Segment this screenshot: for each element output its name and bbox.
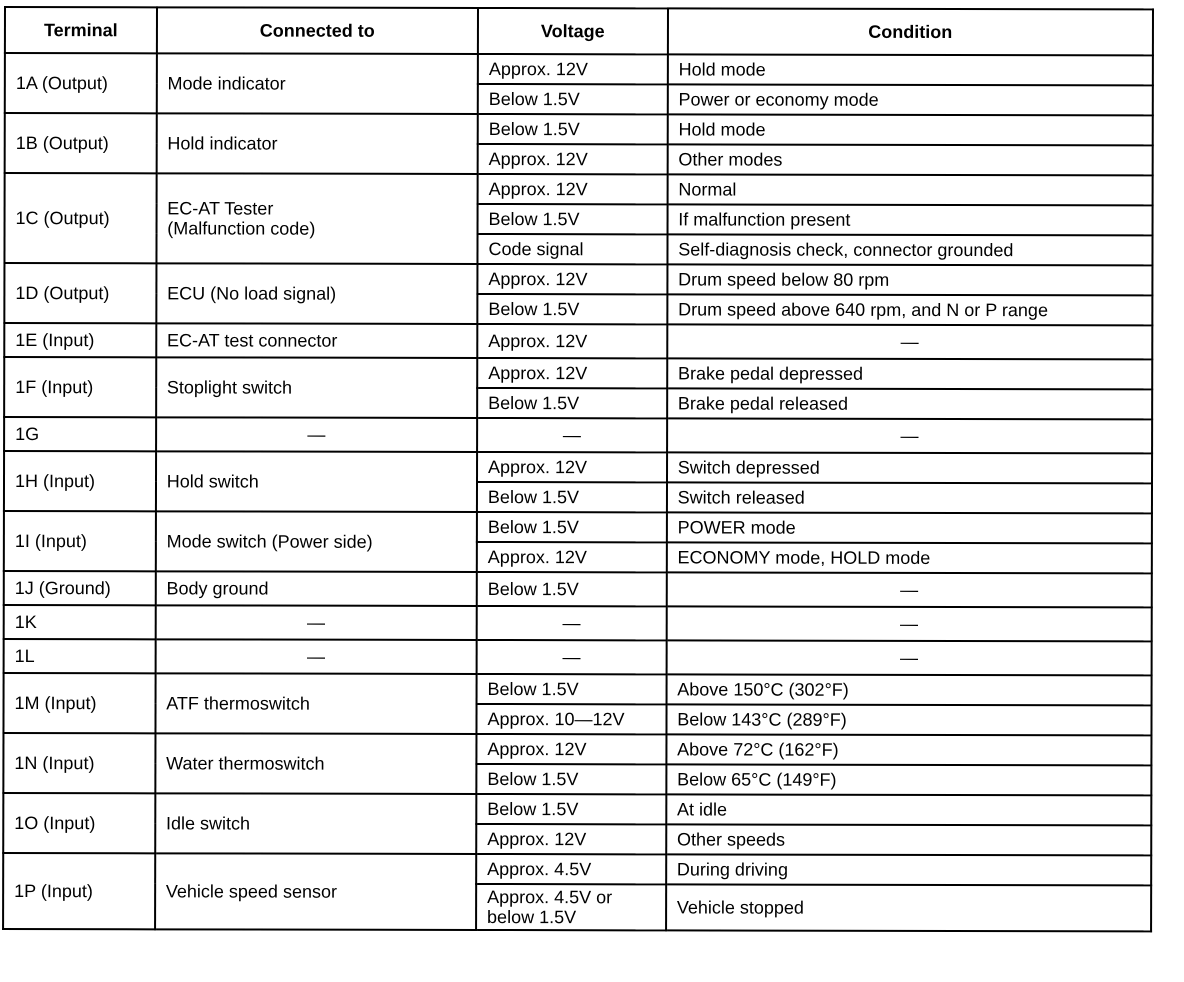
voltage-cell: Below 1.5V: [477, 512, 667, 542]
voltage-cell: Approx. 4.5V or below 1.5V: [476, 884, 666, 930]
connected-to-cell: Water thermoswitch: [155, 733, 476, 794]
condition-cell: —: [666, 606, 1151, 641]
condition-cell: Below 143°C (289°F): [666, 704, 1151, 735]
voltage-cell: Code signal: [477, 234, 667, 264]
table-row: [4, 673, 1152, 705]
voltage-cell: Below 1.5V: [477, 482, 667, 512]
condition-cell: Vehicle stopped: [666, 884, 1151, 931]
connected-to-cell: —: [155, 639, 476, 674]
condition-cell: —: [667, 418, 1152, 453]
table-row: [5, 53, 1153, 85]
table-row: [5, 113, 1153, 145]
table-row: [4, 605, 1152, 641]
connected-to-cell: —: [156, 417, 477, 452]
condition-cell: If malfunction present: [667, 204, 1152, 235]
connected-to-cell: EC-AT test connector: [156, 323, 477, 358]
voltage-cell: Approx. 12V: [477, 358, 667, 388]
table-row: [3, 793, 1151, 825]
voltage-cell: Approx. 12V: [477, 264, 667, 294]
terminal-cell: 1I (Input): [4, 511, 156, 571]
table-row: [4, 323, 1152, 359]
condition-cell: During driving: [666, 854, 1151, 885]
voltage-cell: Below 1.5V: [477, 388, 667, 418]
voltage-cell: Approx. 12V: [478, 174, 668, 204]
table-row: [4, 417, 1152, 453]
table-row: [4, 639, 1152, 675]
voltage-cell: Below 1.5V: [478, 114, 668, 144]
terminal-cell: 1C (Output): [4, 173, 156, 263]
voltage-cell: Approx. 12V: [478, 54, 668, 84]
table-row: [4, 263, 1152, 295]
voltage-cell: Below 1.5V: [476, 764, 666, 794]
terminal-cell: 1A (Output): [5, 53, 157, 113]
terminal-cell: 1N (Input): [3, 733, 155, 793]
voltage-cell: Below 1.5V: [478, 84, 668, 114]
voltage-cell: Approx. 12V: [476, 824, 666, 854]
voltage-cell: —: [477, 418, 667, 452]
connected-to-cell: —: [155, 605, 476, 640]
condition-cell: Other speeds: [666, 824, 1151, 855]
table-row: [3, 733, 1151, 765]
condition-cell: Hold mode: [668, 54, 1153, 85]
header-row: [5, 7, 1153, 55]
terminal-table: [2, 6, 1154, 932]
condition-cell: Other modes: [667, 144, 1152, 175]
connected-to-cell: Hold switch: [156, 451, 477, 512]
voltage-cell: Approx. 12V: [476, 734, 666, 764]
table-row: [4, 511, 1152, 543]
condition-cell: Above 72°C (162°F): [666, 734, 1151, 765]
terminal-cell: 1J (Ground): [4, 571, 156, 605]
table-body: [3, 53, 1153, 931]
voltage-cell: Below 1.5V: [477, 204, 667, 234]
connected-to-cell: Hold indicator: [156, 113, 477, 174]
condition-cell: Power or economy mode: [667, 84, 1152, 115]
voltage-cell: Approx. 4.5V: [476, 854, 666, 884]
terminal-cell: 1H (Input): [4, 451, 156, 511]
connected-to-cell: Mode indicator: [156, 53, 477, 114]
voltage-cell: Approx. 10—12V: [476, 704, 666, 734]
header-connected-to: Connected to: [157, 7, 478, 54]
voltage-cell: Below 1.5V: [477, 572, 667, 606]
terminal-cell: 1O (Input): [3, 793, 155, 853]
condition-cell: Switch depressed: [667, 452, 1152, 483]
condition-cell: —: [666, 640, 1151, 675]
condition-cell: Below 65°C (149°F): [666, 764, 1151, 795]
condition-cell: ECONOMY mode, HOLD mode: [667, 542, 1152, 573]
condition-cell: POWER mode: [667, 512, 1152, 543]
condition-cell: —: [666, 572, 1151, 607]
voltage-cell: —: [477, 606, 667, 640]
voltage-cell: Approx. 12V: [477, 452, 667, 482]
condition-cell: Above 150°C (302°F): [666, 674, 1151, 705]
terminal-cell: 1L: [4, 639, 156, 673]
voltage-cell: Below 1.5V: [477, 294, 667, 324]
condition-cell: Hold mode: [667, 114, 1152, 145]
table-row: [5, 173, 1153, 205]
condition-cell: Switch released: [667, 482, 1152, 513]
voltage-cell: Approx. 12V: [478, 144, 668, 174]
condition-cell: Brake pedal depressed: [667, 358, 1152, 389]
condition-cell: At idle: [666, 794, 1151, 825]
condition-cell: Self-diagnosis check, connector grounded: [667, 234, 1152, 265]
condition-cell: Drum speed above 640 rpm, and N or P range: [667, 294, 1152, 325]
connected-to-cell: Idle switch: [155, 793, 476, 854]
connected-to-cell: ECU (No load signal): [156, 263, 477, 324]
condition-cell: Normal: [667, 174, 1152, 205]
terminal-cell: 1P (Input): [3, 853, 155, 929]
connected-to-cell: Vehicle speed sensor: [155, 853, 476, 930]
table-row: [4, 451, 1152, 483]
voltage-cell: Approx. 12V: [477, 542, 667, 572]
voltage-cell: Below 1.5V: [477, 674, 667, 704]
voltage-cell: Approx. 12V: [477, 324, 667, 358]
connected-to-cell: EC-AT Tester (Malfunction code): [156, 173, 477, 264]
table-row: [4, 571, 1152, 607]
condition-cell: Brake pedal released: [667, 388, 1152, 419]
terminal-cell: 1G: [4, 417, 156, 451]
terminal-cell: 1B (Output): [5, 113, 157, 173]
voltage-cell: Below 1.5V: [476, 794, 666, 824]
connected-to-cell: Body ground: [155, 571, 476, 606]
connected-to-cell: Mode switch (Power side): [156, 511, 477, 572]
terminal-cell: 1F (Input): [4, 357, 156, 417]
header-condition: Condition: [668, 8, 1153, 55]
table-row: [4, 357, 1152, 389]
condition-cell: —: [667, 324, 1152, 359]
connected-to-cell: Stoplight switch: [156, 357, 477, 418]
condition-cell: Drum speed below 80 rpm: [667, 264, 1152, 295]
header-terminal: Terminal: [5, 7, 157, 53]
terminal-cell: 1D (Output): [4, 263, 156, 323]
terminal-cell: 1E (Input): [4, 323, 156, 357]
header-voltage: Voltage: [478, 8, 668, 54]
connected-to-cell: ATF thermoswitch: [155, 673, 476, 734]
terminal-cell: 1K: [4, 605, 156, 639]
terminal-cell: 1M (Input): [3, 673, 155, 733]
voltage-cell: —: [477, 640, 667, 674]
table-row: [3, 853, 1151, 885]
